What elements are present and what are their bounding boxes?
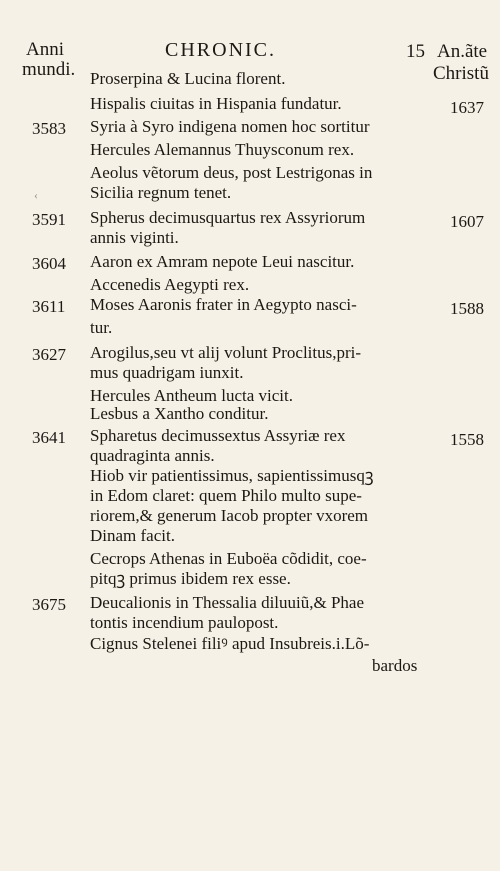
entry-text-line: Dinam facit. [90,526,175,545]
anno-mundi-year: 3675 [32,595,66,614]
entry-text-line: Cecrops Athenas in Euboëa cõdidit, coe- [90,549,367,568]
entry-text-line: Accenedis Aegypti rex. [90,275,250,294]
entry-text-line: Moses Aaronis frater in Aegypto nasci- [90,295,357,314]
entry-text-line: annis viginti. [90,228,179,247]
entry-text-line: Spherus decimusquartus rex Assyriorum [90,208,366,227]
entry-text-line: Lesbus a Xantho conditur. [90,404,269,423]
header-anni-label: Anni [26,39,64,60]
entry-text-line: Sicilia regnum tenet. [90,183,232,202]
entry-text-line: tur. [90,318,113,337]
entry-text-line: Hercules Alemannus Thuysconum rex. [90,140,355,159]
anno-mundi-year: 3604 [32,254,66,273]
ante-christum-year: 1558 [450,430,484,449]
header-mundi-label: mundi. [22,59,76,80]
entry-text-line: Hiob vir patientissimus, sapientissimusqꝫ [90,466,374,485]
header-ante-label: An.ãte [437,41,488,62]
entry-text-line: pitqꝫ primus ibidem rex esse. [90,569,291,588]
entry-text-line: Cignus Stelenei filiꝰ apud Insubreis.i.Lõ- [90,634,370,653]
entry-text-line: Hispalis ciuitas in Hispania fundatur. [90,94,342,113]
header-christum-label: Christũ [433,63,489,84]
page-number: 15 [406,41,425,62]
entry-text-line: Aeolus vẽtorum deus, post Lestrigonas in [90,163,373,182]
entry-text-line: bardos [372,656,418,675]
anno-mundi-year: 3611 [32,297,66,316]
ante-christum-year: 1637 [450,98,484,117]
entry-text-line: riorem,& generum Iacob propter vxorem [90,506,369,525]
entry-text-line: Proserpina & Lucina florent. [90,69,286,88]
entry-text-line: Aaron ex Amram nepote Leui nascitur. [90,252,355,271]
ante-christum-year: 1588 [450,299,484,318]
entry-text-line: quadraginta annis. [90,446,215,465]
anno-mundi-year: 3583 [32,119,66,138]
entry-text-line: Syria à Syro indigena nomen hoc sortitur [90,117,370,136]
entry-text-line: Arogilus,seu vt alij volunt Proclitus,pri- [90,343,362,362]
entry-text-line: tontis incendium paulopost. [90,613,279,632]
margin-mark: ‹ [34,188,38,202]
entry-text-line: in Edom claret: quem Philo multo supe- [90,486,362,505]
entry-text-line: mus quadrigam iunxit. [90,363,244,382]
anno-mundi-year: 3641 [32,428,66,447]
running-head-title: CHRONIC. [165,39,277,61]
anno-mundi-year: 3627 [32,345,66,364]
entry-text-line: Spharetus decimussextus Assyriæ rex [90,426,346,445]
entry-text-line: Hercules Antheum lucta vicit. [90,386,293,405]
ante-christum-year: 1607 [450,212,484,231]
entry-text-line: Deucalionis in Thessalia diluuiũ,& Phae [90,593,365,612]
anno-mundi-year: 3591 [32,210,66,229]
